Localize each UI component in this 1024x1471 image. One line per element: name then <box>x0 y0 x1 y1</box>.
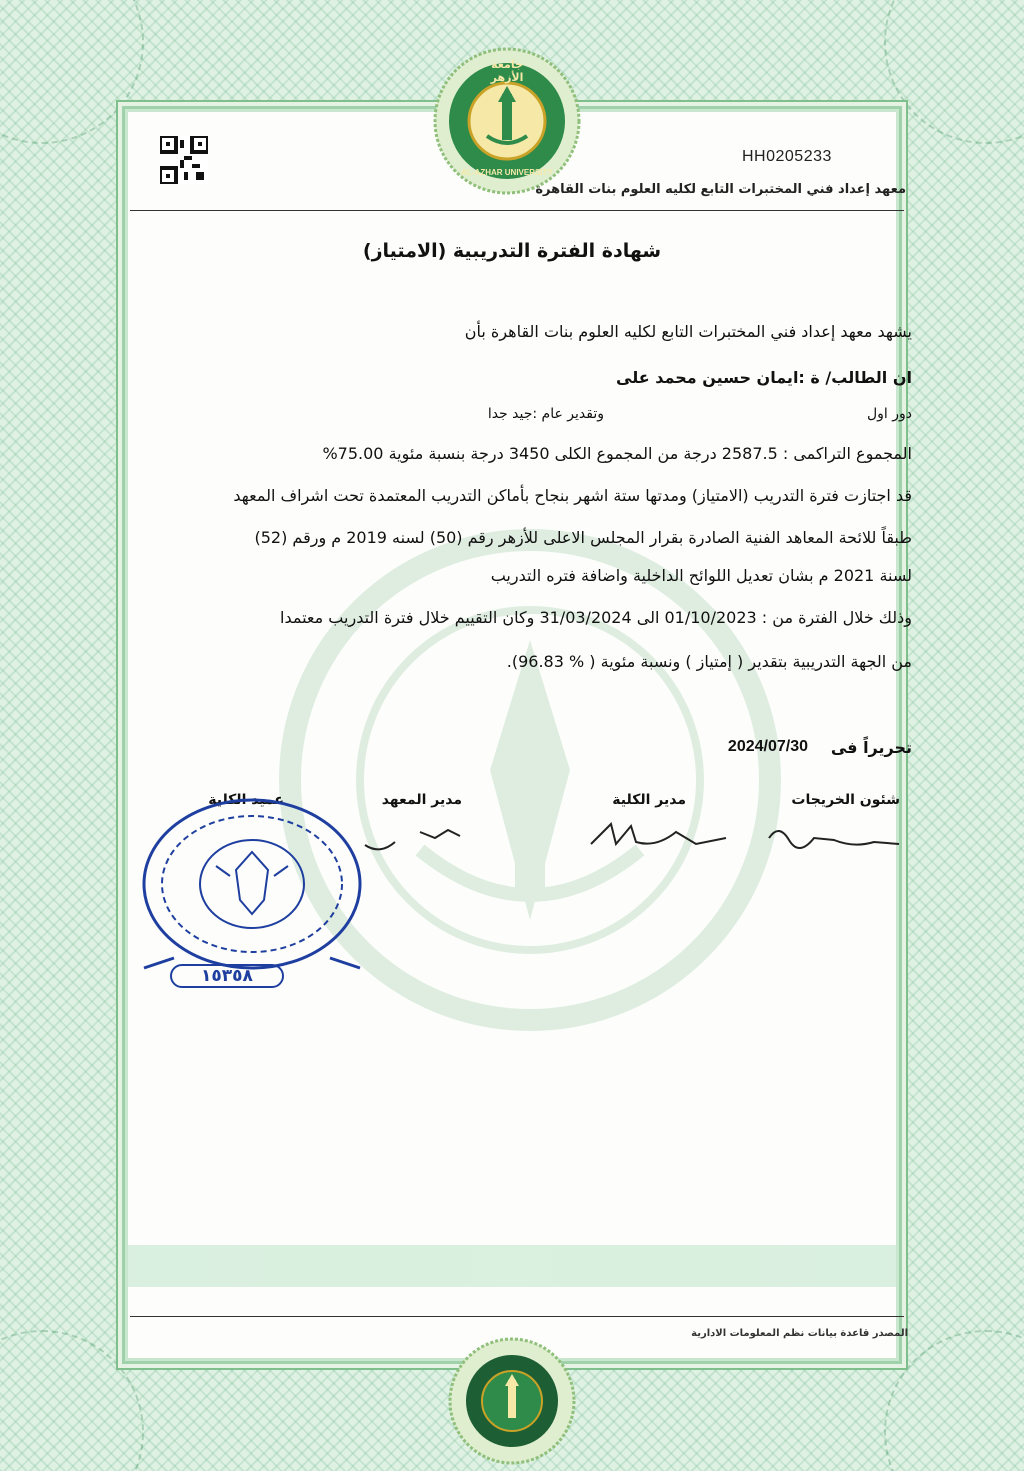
evaluation-line: من الجهة التدريبية بتقدير ( إمتياز ) ونسبة مئوية ( % 96.83). <box>506 652 912 671</box>
data-source-note: المصدر قاعدة بيانات نظم المعلومات الادارية <box>691 1328 908 1339</box>
decorative-band <box>128 1245 896 1287</box>
corner-ornament <box>0 0 144 144</box>
bottom-seal-icon <box>447 1336 577 1466</box>
signature-college-director: مدير الكلية <box>612 792 686 808</box>
issue-date: 2024/07/30 <box>727 738 808 755</box>
intro-line: يشهد معهد إعداد فني المختبرات التابع لكليه العلوم بنات القاهرة بأن <box>464 322 912 341</box>
serial-number: HH0205233 <box>742 148 832 165</box>
student-name-line: ان الطالب/ ة :ايمان حسين محمد على <box>616 368 912 387</box>
round-label: دور اول <box>866 406 912 422</box>
corner-ornament <box>884 1330 1024 1471</box>
stamp-number: ١٥٣٥٨ <box>170 964 284 988</box>
seal-university-ar: جامعة الأزهر <box>490 58 524 84</box>
certificate-title: شهادة الفترة التدريبية (الامتياز) <box>362 240 662 262</box>
corner-ornament <box>0 1330 144 1471</box>
signature-graduates-affairs: شئون الخريجات <box>791 792 900 808</box>
body-line-3: لسنة 2021 م بشان تعديل اللوائح الداخلية واضافة فتره التدريب <box>490 566 912 585</box>
corner-ornament <box>884 0 1024 144</box>
body-line-2: طبقاً للائحة المعاهد الفنية الصادرة بقرار المجلس الاعلى للأزهر رقم (50) لسنه 2019 م ورقم (52) <box>254 528 912 547</box>
issue-label: تحريراً فى <box>830 738 912 757</box>
header-divider <box>130 210 904 211</box>
footer-divider <box>130 1316 904 1317</box>
signature-scribble-college <box>586 814 736 856</box>
signature-dean: عميد الكلية <box>208 792 284 808</box>
general-grade: وتقدير عام :جيد جدا <box>487 406 604 422</box>
body-line-1: قد اجتازت فترة التدريب (الامتياز) ومدتها ستة اشهر بنجاح بأماكن التدريب المعتمدة تحت اشراف المعهد <box>233 486 912 505</box>
qr-code-icon <box>160 136 208 184</box>
institute-header: معهد إعداد فني المختبرات التابع لكليه العلوم بنات القاهرة <box>535 182 906 197</box>
signature-institute-director: مدير المعهد <box>381 792 462 808</box>
signature-scribble-institute <box>360 820 470 860</box>
period-line: وذلك خلال الفترة من : 01/10/2023 الى 31/03/2024 وكان التقييم خلال فترة التدريب معتمدا <box>280 608 912 627</box>
seal-university-en: AL-AZHAR UNIVERSITY <box>461 168 553 177</box>
signature-scribble-graduates <box>764 818 904 858</box>
cumulative-line: المجموع التراكمى : 2587.5 درجة من المجموع الكلى 3450 درجة بنسبة مئوية 75.00% <box>322 444 912 463</box>
